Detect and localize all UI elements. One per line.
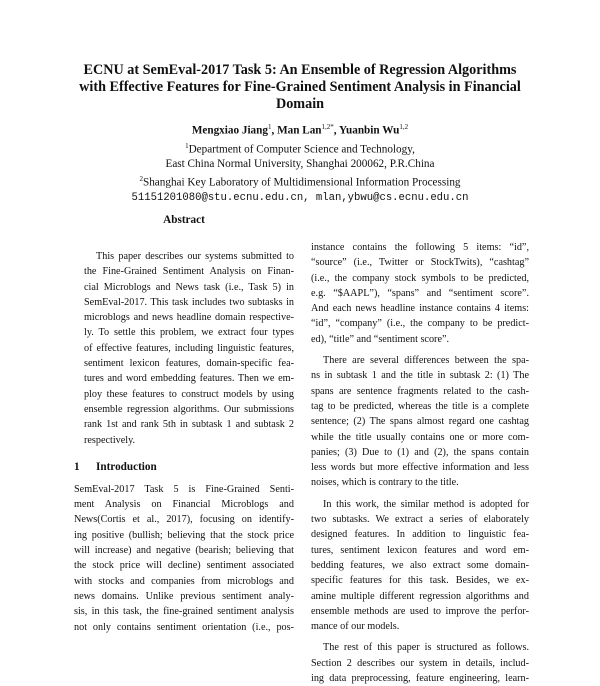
affiliation-1 (40, 139, 560, 158)
body-line: bedding features, we also extract some domain- (311, 559, 529, 571)
abstract-heading: Abstract (163, 214, 205, 226)
affiliation-mark: 2 (139, 175, 143, 184)
paragraph (311, 240, 529, 347)
paper-title (40, 62, 560, 113)
body-line: ns in subtask 1 and the title in subtask 2: (1) The (311, 370, 529, 382)
paragraph (311, 497, 529, 635)
body-line: the stock price will decline) sentiment associated (74, 560, 294, 572)
body-line: sis, in this task, the fine-grained sentiment analysis (74, 606, 294, 618)
author-names (40, 120, 560, 139)
body-line: Section 2 describes our system in details, includ- (311, 657, 529, 669)
author-emails: 51151201080@stu.ecnu.edu.cn, mlan,ybwu@cs.ecnu.edu.cn (131, 192, 469, 205)
body-line: amine multiple different regression algorithms and (311, 590, 529, 602)
body-line: ensemble methods are used to improve the perfor- (311, 605, 529, 617)
body-line: will increase) and negative (bearish; believing that (74, 545, 294, 557)
body-line: In this work, the similar method is adopted for (323, 498, 529, 510)
abstract-line: rank 1st and rank 5th in subtask 1 and subtask 2 (84, 419, 294, 431)
section-number: 1 (74, 460, 80, 473)
body-line: ing data preprocessing, feature engineering, learn- (311, 673, 529, 685)
left-column (74, 213, 294, 635)
body-line: while the title usually contains one or more com- (311, 431, 529, 443)
body-line: The rest of this paper is structured as follows. (323, 642, 529, 654)
body-line: specific features for this task. Besides, we ex- (311, 575, 529, 587)
body-line: panies; (3) Due to (1) and (2), the spans contain (311, 446, 529, 458)
affiliation-text: Shanghai Key Laboratory of Multidimensional Information Processing (142, 177, 461, 190)
affiliation-2 (40, 172, 560, 191)
title-line: Domain (275, 96, 325, 112)
author-block (40, 120, 560, 206)
body-line: not only contains sentiment orientation (i.e., pos- (74, 621, 294, 633)
body-line: news domains. Unlike previous sentiment analy- (74, 590, 294, 602)
abstract-line: This paper describes our systems submitted to (96, 251, 294, 262)
author-name: Mengxiao Jiang (191, 124, 268, 137)
body-line: noises, which is contrary to the title. (311, 477, 459, 489)
author-separator: , (271, 124, 278, 137)
author-name: Man Lan (277, 124, 322, 137)
abstract-line: ploy these features to construct models by using (84, 388, 294, 400)
body-line: with stocks and companies from microblogs and (74, 575, 294, 587)
abstract-body (74, 249, 294, 448)
author-separator: , (333, 124, 339, 137)
section-title: Introduction (96, 460, 157, 473)
author-affiliation-mark: 1,2* (321, 123, 334, 131)
body-line: instance contains the following 5 items: “id”, (311, 242, 529, 253)
body-line: spans are sentence fragments related to the cash- (311, 385, 529, 397)
paragraph (311, 640, 529, 686)
body-line: “source” (i.e., Twitter or StockTwits), “cashtag” (311, 257, 529, 269)
body-line: ment Analysis on Financial Microblogs and (74, 499, 294, 511)
body-line: There are several differences between the spa- (323, 355, 529, 367)
body-line: tures, sentiment lexicon features and word em- (311, 544, 529, 556)
title-line: ECNU at SemEval-2017 Task 5: An Ensemble of Regression Algorithms (83, 62, 517, 78)
body-line: News(Cortis et al., 2017), focusing on identify- (74, 514, 294, 526)
body-line: tag to be predicted, whereas the title is a complete (311, 400, 529, 412)
abstract-line: respectively. (84, 434, 136, 446)
abstract-line: SemEval-2017. This task includes two subtasks in (84, 296, 294, 308)
author-name: Yuanbin Wu (338, 124, 400, 137)
body-line: ing positive (bullish; believing that the stock price (74, 529, 294, 541)
section-heading-introduction (74, 460, 294, 474)
author-affiliation-mark: 1 (267, 123, 272, 131)
author-affiliation-mark: 1,2 (399, 123, 409, 131)
abstract-line: ly. To settle this problem, we extract four types (84, 327, 294, 339)
title-line: with Effective Features for Fine-Grained Sentiment Analysis in Financial (79, 79, 521, 95)
body-line: e.g. “$AAPL”), “spans” and “sentiment score”. (311, 287, 529, 299)
body-line: mance of our models. (311, 621, 400, 633)
body-line: sentence; (2) The spans almost regard one cashtag (311, 416, 529, 428)
abstract-line: tures and word embedding features. Then we em- (84, 373, 294, 385)
body-line: (i.e., the company stock symbols to be predicted, (311, 272, 529, 284)
abstract-line: microblogs and news headline domain respective- (84, 312, 294, 324)
abstract-line: sentiment lexicon features, domain-specific fea- (84, 358, 294, 370)
body-line: two subtasks. We extract a series of elaborately (311, 514, 529, 526)
body-line: And each news headline instance contains 4 items: (311, 303, 529, 315)
introduction-body (74, 482, 294, 635)
abstract-line: cial Microblogs and News task (i.e., Task 5) in (84, 281, 294, 293)
body-line: designed features. In addition to linguistic fea- (311, 529, 529, 541)
body-line: less words but more effective information and less (311, 462, 529, 474)
abstract-line: the Fine-Grained Sentiment Analysis on Finan- (84, 266, 294, 278)
affiliation-text: Department of Computer Science and Technology, (188, 143, 415, 156)
affiliation-mark: 1 (185, 141, 189, 150)
body-line: SemEval-2017 Task 5 is Fine-Grained Senti- (74, 483, 294, 495)
body-line: ed), “title” and “sentiment score”. (311, 333, 450, 345)
right-column (311, 240, 529, 686)
affiliation-1-address: East China Normal University, Shanghai 200062, P.R.China (165, 158, 435, 171)
paragraph (311, 353, 529, 491)
abstract-line: ensemble regression algorithms. Our submissions (84, 403, 294, 415)
abstract-line: of effective features, including linguistic features, (84, 342, 294, 354)
body-line: “id”, “company” (i.e., the company to be predict- (311, 318, 529, 330)
